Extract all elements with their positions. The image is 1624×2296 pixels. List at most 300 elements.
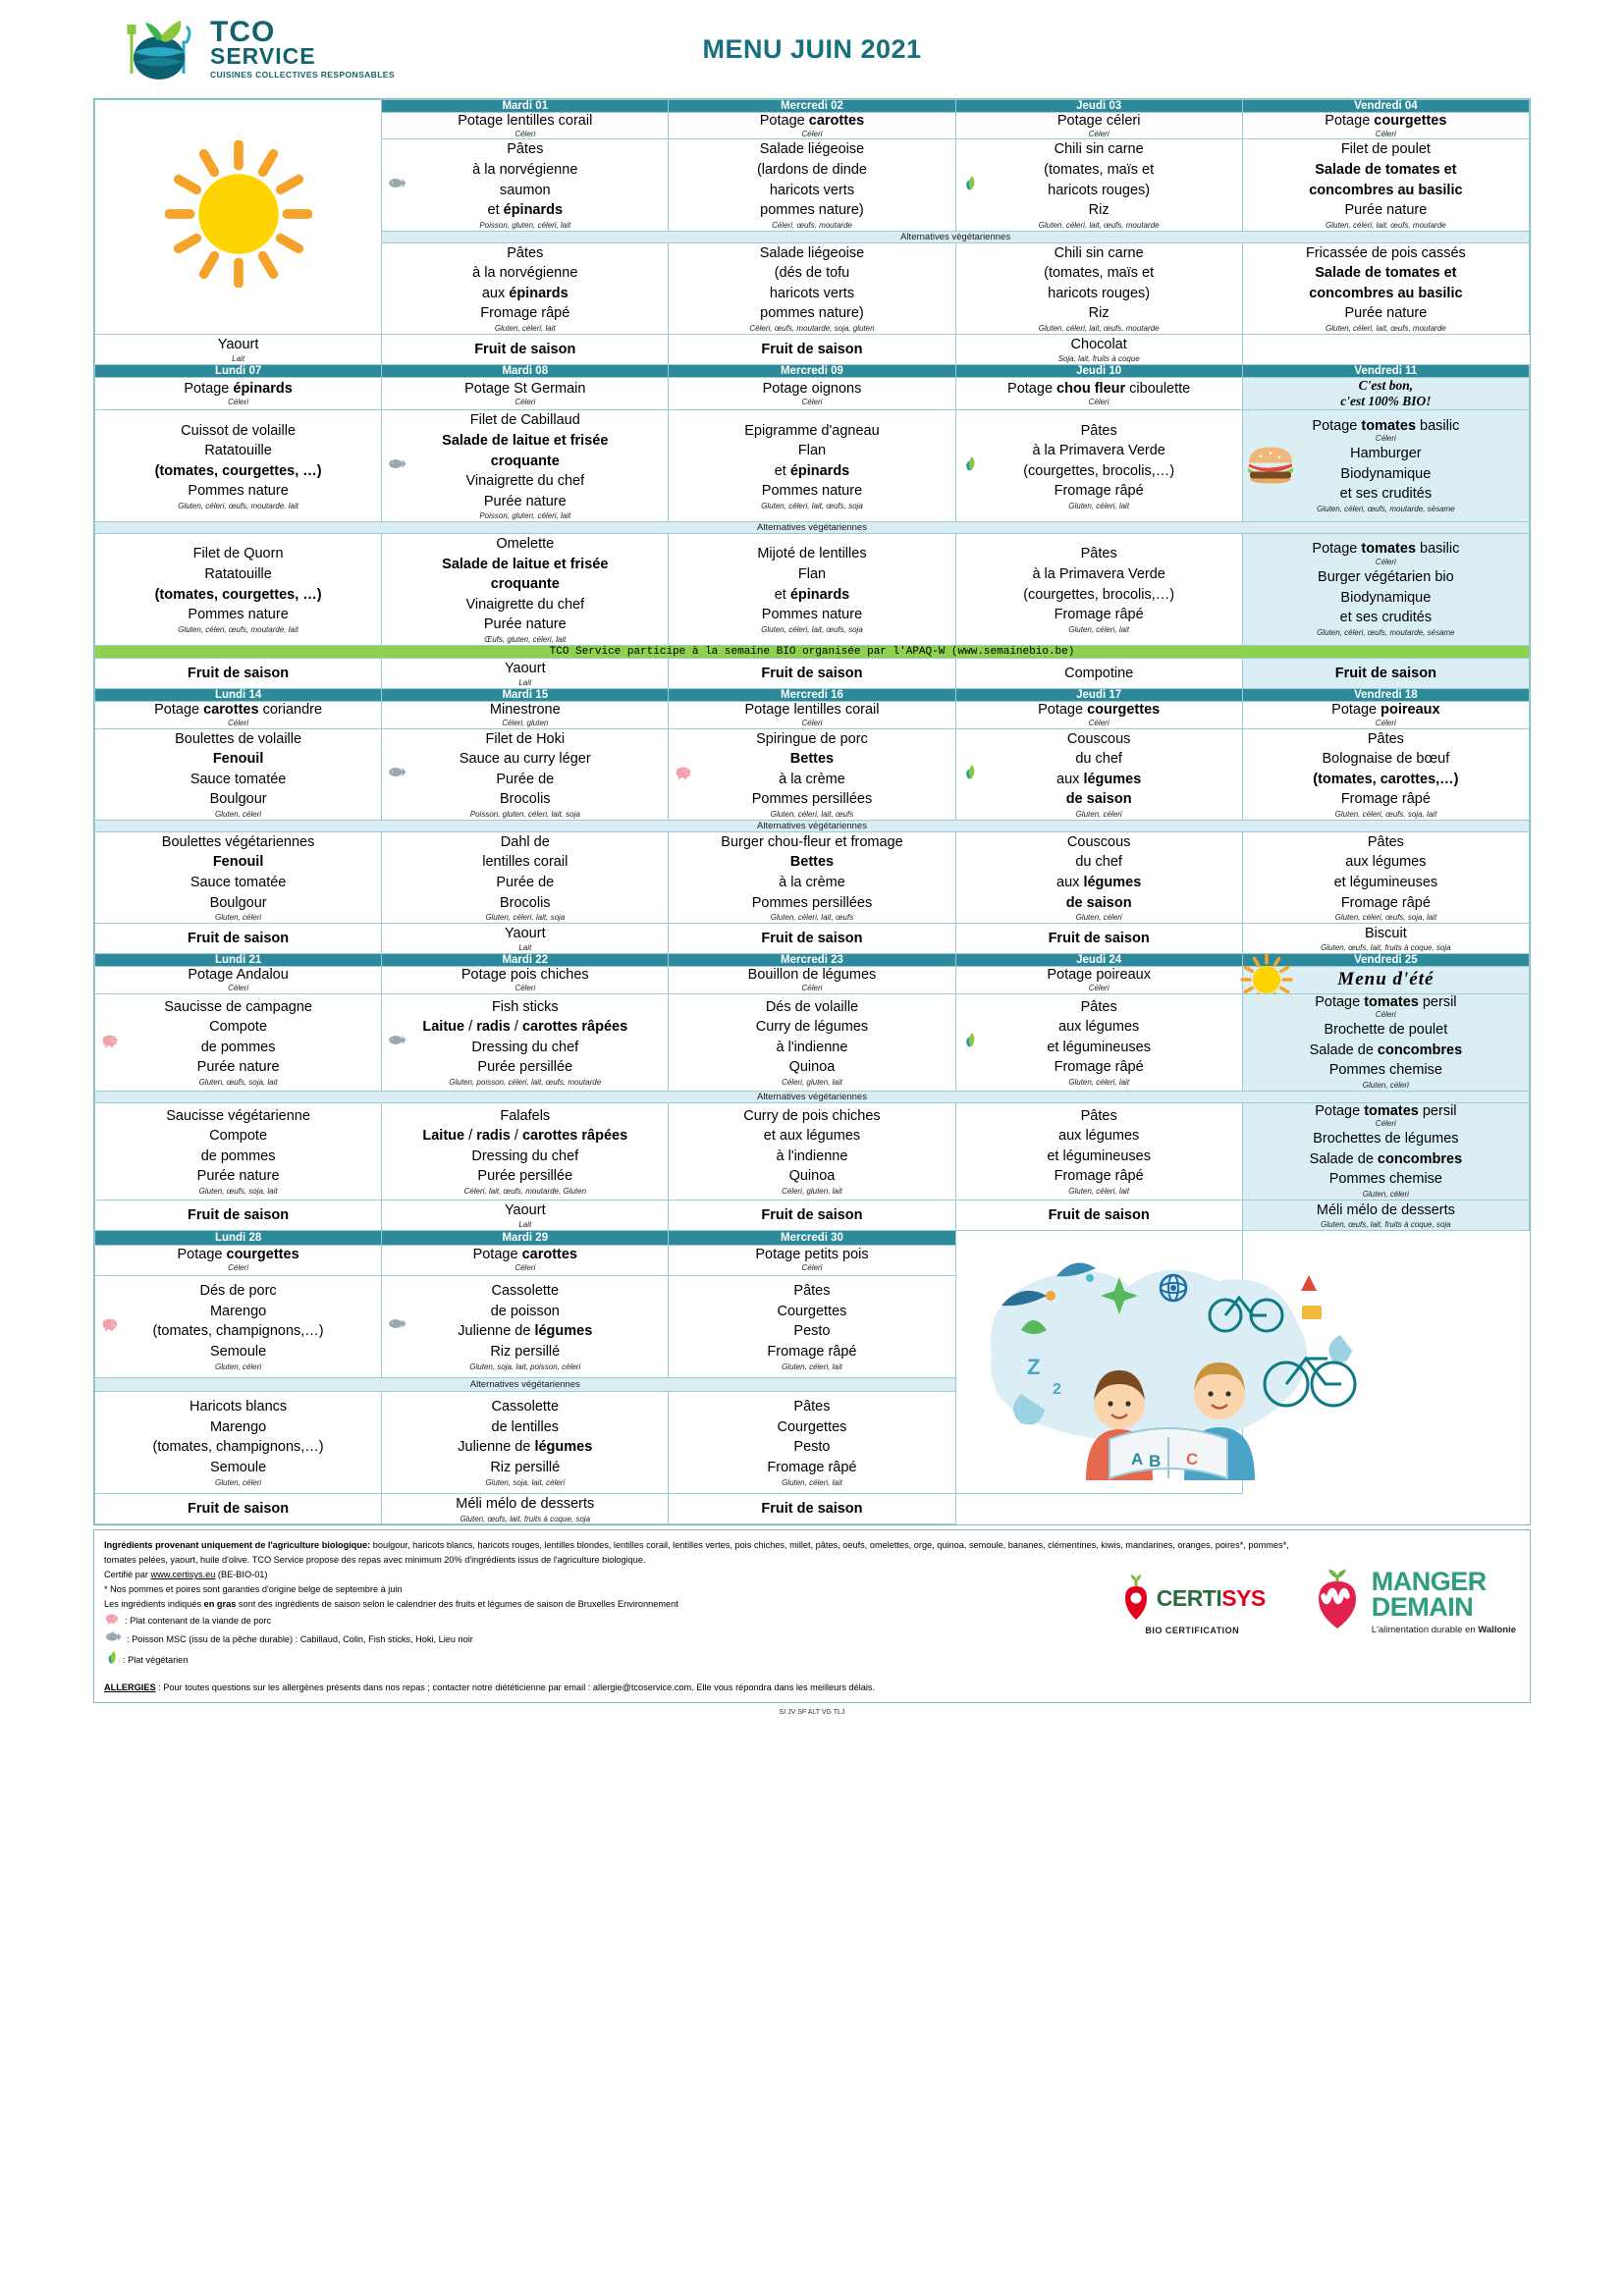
dessert-cell (1242, 923, 1529, 953)
veg-dish-cell (669, 1391, 955, 1494)
soup-cell (669, 967, 955, 993)
bold-note-em: en gras (203, 1599, 237, 1610)
dish-line: Pâtes (793, 1283, 831, 1300)
dish-line: Pommes chemise (1328, 1062, 1442, 1079)
fish-icon (387, 456, 406, 476)
dish-line: à la norvégienne (472, 265, 578, 282)
pork-icon (104, 1612, 120, 1630)
summer-banner-cell: Menu d'été (1242, 967, 1529, 993)
main-dish-cell (669, 410, 955, 522)
veg-band-row (95, 522, 1530, 534)
leaf-icon (961, 763, 977, 785)
dessert-row (95, 923, 1530, 953)
dish-line: pommes nature) (760, 202, 864, 219)
legend-fish-text: : Poisson MSC (issu de la pêche durable) : Cabillaud, Colin, Fish sticks, Hoki, Lieu noir (127, 1634, 473, 1645)
soup-name: Potage tomates basilic (1312, 541, 1460, 558)
pork-icon (100, 1032, 120, 1052)
dessert-cell (669, 658, 955, 688)
certisys-sub1: BIO (1145, 1625, 1163, 1635)
soup-allergens: Céleri (801, 1263, 823, 1273)
day-header-lundi-07: Lundi 07 (95, 365, 382, 378)
dish-line: haricots verts (769, 285, 855, 301)
dish-line: Fricassée de pois cassés (1305, 244, 1466, 261)
dish-allergens: Gluten, céleri (215, 1477, 262, 1487)
dish-line: Vinaigrette du chef (465, 596, 585, 613)
dish-line: Pesto (793, 1323, 831, 1340)
dish-line: Pommes nature (761, 607, 863, 623)
dessert-name: Fruit de saison (761, 341, 863, 357)
dish-line: Fromage râpé (1054, 1059, 1144, 1076)
dish-line: Salade de tomates et (1315, 265, 1457, 282)
soup-name: Minestrone (489, 702, 561, 719)
dish-line: Biodynamique (1340, 465, 1432, 482)
svg-text:A: A (1130, 1450, 1143, 1469)
soup-name: Potage courgettes (1325, 113, 1447, 129)
soup-allergens: Céleri (1375, 1119, 1396, 1129)
dish-line: Fromage râpé (767, 1343, 857, 1360)
svg-text:Z: Z (1026, 1355, 1041, 1380)
dessert-name: Fruit de saison (188, 1206, 290, 1223)
main-dish-cell (955, 728, 1242, 820)
dish-line: Pesto (793, 1439, 831, 1456)
dish-line: de pommes (200, 1039, 276, 1055)
dessert-name: Yaourt (504, 660, 546, 676)
dish-line: Salade de concombres (1309, 1150, 1463, 1167)
day-header-mercredi-23: Mercredi 23 (669, 954, 955, 967)
dish-line: Purée nature (1344, 202, 1428, 219)
dessert-cell (382, 1494, 669, 1524)
dish-line: Purée nature (483, 616, 567, 633)
dessert-name: Fruit de saison (1334, 665, 1436, 681)
dish-line: (tomates, carottes,…) (1313, 771, 1459, 787)
main-dish-cell (95, 728, 382, 820)
fish-icon (104, 1630, 122, 1649)
dish-allergens: Gluten, céleri, œufs, moutarde, sésame (1317, 627, 1455, 637)
fish-icon (387, 176, 406, 195)
bold-note-prefix: Les ingrédients indiqués (104, 1599, 204, 1610)
dish-allergens: Gluten, céleri, lait (1068, 1186, 1130, 1196)
dish-allergens: Gluten, céleri, œufs, moutarde, lait (178, 624, 298, 634)
manger-line1: MANGER (1371, 1567, 1487, 1597)
dish-allergens: Gluten, céleri (215, 1362, 262, 1371)
soup-cell (95, 378, 382, 410)
dish-line: concombres au basilic (1309, 285, 1463, 301)
svg-text:2: 2 (1052, 1381, 1061, 1399)
dish-line: Pâtes (1080, 546, 1117, 562)
main-dish-row (95, 993, 1530, 1091)
soup-allergens: Céleri (801, 129, 823, 138)
soup-allergens: Céleri (228, 718, 249, 727)
dish-allergens: Poisson, gluten, céleri, lait (479, 511, 571, 521)
dish-line: Haricots blancs (189, 1399, 288, 1415)
dish-line: Purée persillée (477, 1059, 573, 1076)
manger-sub-pre: L'alimentation durable en (1371, 1624, 1479, 1635)
veg-alternatives-label: Alternatives végétariennes (382, 231, 1530, 242)
dessert-name: Yaourt (504, 1201, 546, 1218)
dish-line: Fromage râpé (480, 305, 570, 322)
footer-legend (93, 1529, 1531, 1703)
dessert-name: Méli mélo de desserts (1316, 1201, 1455, 1218)
main-dish-cell (382, 728, 669, 820)
dish-allergens: Céleri, œufs, moutarde (772, 220, 852, 230)
soup-row (95, 702, 1530, 728)
main-dish-cell (669, 993, 955, 1091)
leaf-icon (961, 1031, 977, 1053)
soup-name: Potage carottes (472, 1247, 577, 1263)
dish-allergens: Céleri, œufs, moutarde, soja, gluten (749, 323, 875, 333)
bio-banner-cell: C'est bon, c'est 100% BIO! (1242, 378, 1529, 410)
dish-line: Saucisse de campagne (164, 998, 312, 1015)
dessert-cell (382, 334, 669, 364)
dish-line: aux légumes (1058, 1128, 1140, 1145)
dish-line: Marengo (209, 1418, 267, 1435)
veg-alternatives-label: Alternatives végétariennes (95, 1378, 956, 1391)
dessert-name: Chocolat (1070, 336, 1127, 352)
main-dish-cell (669, 139, 955, 231)
dish-line: Boulettes végétariennes (161, 833, 315, 850)
dish-allergens: Gluten, céleri, lait (1068, 502, 1130, 511)
dish-line: Boulettes de volaille (175, 730, 302, 747)
soup-name: Potage St Germain (464, 381, 586, 398)
dish-line: Hamburger (1350, 446, 1422, 462)
dish-line: Purée de (496, 771, 555, 787)
dish-allergens: Céleri, gluten, lait (782, 1077, 842, 1087)
certisys-link[interactable]: www.certisys.eu (150, 1570, 216, 1580)
dish-allergens: Gluten, céleri, lait, œufs, soja (761, 502, 863, 511)
veg-dish-cell (955, 1102, 1242, 1200)
soup-cell (95, 967, 382, 993)
dish-allergens: Gluten, céleri, œufs, soja, lait (1334, 913, 1437, 923)
dessert-name: Compotine (1064, 665, 1134, 681)
day-header-mercredi-30: Mercredi 30 (669, 1231, 955, 1246)
dish-line: Riz (1088, 202, 1110, 219)
day-header-jeudi-24: Jeudi 24 (955, 954, 1242, 967)
dish-line: Salade de tomates et (1315, 162, 1457, 179)
dish-line: Salade de laitue et frisée (442, 433, 609, 450)
dish-allergens: Poisson, gluten, céleri, lait (479, 220, 571, 230)
kids-illustration-cell (955, 1231, 1242, 1494)
soup-allergens: Céleri (228, 397, 249, 406)
dish-line: Laitue / radis / carottes râpées (422, 1019, 628, 1036)
dish-line: de saison (1065, 894, 1132, 911)
dish-allergens: Poisson, gluten, céleri, lait, soja (469, 809, 580, 819)
dish-line: (tomates, courgettes, …) (154, 586, 322, 603)
dish-line: Riz (1088, 305, 1110, 322)
veg-dish-cell (95, 1391, 382, 1494)
dessert-allergens: Gluten, œufs, lait, fruits à coque, soja (1321, 1220, 1451, 1230)
dish-line: et légumineuses (1047, 1039, 1151, 1055)
veg-band-row (95, 820, 1530, 831)
day-header-lundi-28: Lundi 28 (95, 1231, 382, 1246)
soup-name: Potage épinards (184, 381, 293, 398)
dish-allergens: Gluten, céleri (1362, 1080, 1409, 1090)
fish-icon (387, 765, 406, 784)
dish-line: Vinaigrette du chef (465, 473, 585, 490)
dessert-name: Fruit de saison (474, 341, 576, 357)
dish-allergens: Gluten, céleri (1075, 809, 1122, 819)
dish-line: Julienne de légumes (458, 1439, 593, 1456)
dish-allergens: Gluten, céleri, lait (782, 1477, 842, 1487)
main-dish-cell (1242, 728, 1529, 820)
soup-allergens: Céleri, gluten (502, 718, 549, 727)
dish-line: du chef (1075, 751, 1122, 768)
brand-name-line1: TCO (210, 16, 276, 49)
soup-cell (382, 702, 669, 728)
soup-name: Potage lentilles corail (744, 702, 880, 719)
manger-line2: DEMAIN (1371, 1592, 1474, 1623)
dish-allergens: Gluten, céleri, lait, soja (485, 913, 566, 923)
soup-allergens: Céleri (1375, 718, 1396, 727)
veg-dish-cell (382, 831, 669, 923)
dish-allergens: Gluten, céleri, lait (494, 323, 556, 333)
soup-cell (382, 967, 669, 993)
dish-line: Fish sticks (491, 998, 559, 1015)
dish-line: Pâtes (1367, 833, 1404, 850)
dish-line: Omelette (496, 536, 555, 553)
dish-line: de saison (1065, 791, 1132, 808)
burger-icon (1245, 443, 1296, 489)
leaf-icon (104, 1650, 118, 1671)
soup-name: Bouillon de légumes (747, 967, 877, 984)
brand-name-line2: SERVICE (210, 42, 316, 69)
soup-allergens: Céleri (1088, 718, 1110, 727)
dessert-name: Fruit de saison (761, 665, 863, 681)
manger-sub (1372, 1625, 1516, 1635)
dish-line: à la Primavera Verde (1032, 443, 1165, 459)
soup-name: Potage poireaux (1047, 967, 1151, 984)
dish-line: Filet de Quorn (192, 546, 284, 562)
dish-line: Purée nature (196, 1168, 280, 1185)
allergies-text: : Pour toutes questions sur les allergènes présents dans nos repas ; contacter notre diététicienne par email : allergie@tcoservice.com. Elle vous répondra dans les meilleurs délais. (155, 1682, 876, 1693)
pork-icon (674, 764, 693, 784)
day-header-mardi-15: Mardi 15 (382, 689, 669, 702)
dish-line: Pommes nature (188, 607, 289, 623)
day-header-jeudi-17: Jeudi 17 (955, 689, 1242, 702)
dish-line: Courgettes (777, 1303, 847, 1319)
soup-name: Potage oignons (762, 381, 862, 398)
soup-allergens: Céleri (514, 397, 536, 406)
soup-cell (1242, 113, 1529, 139)
dish-line: Curry de légumes (755, 1019, 869, 1036)
veg-dish-cell (1242, 242, 1529, 334)
dessert-name: Fruit de saison (188, 1500, 290, 1517)
dish-line: aux légumes (1056, 771, 1142, 787)
dessert-cell (95, 334, 382, 364)
veg-band-row (95, 1091, 1530, 1102)
soup-allergens: Céleri (514, 983, 536, 992)
dish-allergens: Gluten, céleri, lait (1068, 624, 1130, 634)
certified-prefix: Certifié par (104, 1570, 151, 1580)
dish-allergens: Gluten, céleri (1075, 913, 1122, 923)
pork-icon (100, 1316, 120, 1337)
dessert-name: Fruit de saison (761, 1206, 863, 1223)
dish-allergens: Gluten, céleri, œufs, moutarde, sésame (1317, 504, 1455, 513)
day-header-row (95, 365, 1530, 378)
dessert-name: Biscuit (1365, 925, 1407, 941)
bio-week-banner-row (95, 645, 1530, 658)
main-dish-cell (1242, 993, 1529, 1091)
main-dish-cell (955, 993, 1242, 1091)
dish-line: Dahl de (500, 833, 550, 850)
dish-line: Salade de concombres (1309, 1041, 1463, 1058)
leaf-icon (961, 174, 977, 196)
dish-line: Pommes persillées (751, 894, 873, 911)
day-header-vendredi-25: Vendredi 25 (1242, 954, 1529, 967)
bold-note-suffix: sont des ingrédients de saison selon le calendrier des fruits et légumes de saison de Bruxelles Environnement (236, 1599, 678, 1610)
dish-line: Boulgour (209, 791, 267, 808)
dessert-cell (1242, 658, 1529, 688)
dish-line: Brocolis (499, 791, 551, 808)
dish-line: Fromage râpé (1054, 607, 1144, 623)
svg-text:C: C (1185, 1450, 1198, 1469)
day-header-row (95, 100, 1530, 113)
dessert-name: Fruit de saison (188, 665, 290, 681)
dessert-name: Yaourt (504, 925, 546, 941)
dish-line: du chef (1075, 854, 1122, 871)
veg-dish-cell (669, 242, 955, 334)
dish-line: Curry de pois chiches (743, 1107, 881, 1124)
main-dish-row (95, 410, 1530, 522)
veg-dish-row (95, 534, 1530, 646)
dish-allergens: Œufs, gluten, céleri, lait (484, 635, 567, 645)
veg-dish-cell (95, 1102, 382, 1200)
main-dish-cell (1242, 410, 1529, 522)
day-header-mardi-29: Mardi 29 (382, 1231, 669, 1246)
dish-line: à la crème (779, 771, 845, 787)
dish-line: Pommes nature (188, 483, 289, 500)
dessert-cell (95, 1494, 382, 1524)
dish-line: Cuissot de volaille (181, 422, 297, 439)
dessert-allergens: Gluten, œufs, lait, fruits à coque, soja (460, 1514, 591, 1523)
veg-dish-cell (95, 534, 382, 646)
dessert-cell (955, 1200, 1242, 1230)
footer-bio-label: Ingrédients provenant uniquement de l'agriculture biologique: (104, 1540, 371, 1551)
day-header-mercredi-09: Mercredi 09 (669, 365, 955, 378)
day-header-jeudi-03: Jeudi 03 (955, 100, 1242, 113)
dish-allergens: Gluten, céleri, lait, œufs (770, 913, 854, 923)
dish-allergens: Gluten, soja, lait, poisson, céleri (469, 1362, 581, 1371)
dish-line: pommes nature) (760, 305, 864, 322)
dish-line: Compote (209, 1128, 268, 1145)
dish-line: et épinards (774, 462, 850, 479)
dish-line: Purée persillée (477, 1168, 573, 1185)
dish-line: Marengo (209, 1303, 267, 1319)
dish-line: (tomates, champignons,…) (152, 1439, 324, 1456)
dish-line: Pâtes (1080, 998, 1117, 1015)
svg-text:B: B (1148, 1452, 1161, 1471)
footer-bio-text: boulgour, haricots blancs, haricots rouges, lentilles blondes, lentilles corail, lentilles vertes, pois chiches, millet, pâtes, oeufs, omelettes, orge, quinoa, semoule, bananes, clémentines, kiwis, mandarines, oranges, poires*, pommes*, (370, 1540, 1289, 1551)
dish-allergens: Gluten, céleri, lait (1068, 1077, 1130, 1087)
day-header-vendredi-11: Vendredi 11 (1242, 365, 1529, 378)
main-dish-cell (1242, 139, 1529, 231)
soup-cell (669, 113, 955, 139)
dish-line: Brochettes de légumes (1313, 1131, 1459, 1148)
soup-allergens: Céleri (1375, 558, 1396, 567)
soup-allergens: Céleri (228, 983, 249, 992)
dish-line: Sauce au curry léger (459, 751, 591, 768)
dish-line: à l'indienne (776, 1039, 848, 1055)
dish-allergens: Céleri, gluten, lait (782, 1186, 842, 1196)
soup-allergens: Céleri (801, 718, 823, 727)
allergies-label: ALLERGIES (104, 1682, 156, 1693)
dish-line: Chili sin carne (1054, 141, 1144, 158)
brand-tagline: CUISINES COLLECTIVES RESPONSABLES (210, 69, 395, 80)
soup-allergens: Céleri (1375, 129, 1396, 138)
footer-bio-line2: tomates pelées, yaourt, huile d'olive. TCO Service propose des repas avec minimum 20% d'ingrédients issus de l'agriculture biologique. (104, 1555, 646, 1566)
page-code: SI JV SF ALT VG TLJ (779, 1709, 845, 1717)
dish-line: Chili sin carne (1054, 244, 1144, 261)
dessert-allergens: Gluten, œufs, lait, fruits à coque, soja (1321, 943, 1451, 953)
main-dish-cell (95, 1275, 382, 1378)
dessert-name: Méli mélo de desserts (456, 1496, 595, 1513)
dish-line: haricots rouges) (1048, 285, 1151, 301)
dish-line: à l'indienne (776, 1148, 848, 1164)
dessert-row (95, 1200, 1530, 1230)
soup-name: Potage carottes (759, 113, 865, 129)
dish-line: de pommes (200, 1148, 276, 1164)
veg-dish-cell (669, 1102, 955, 1200)
soup-name: Potage petits pois (755, 1247, 869, 1263)
certisys-sub2: CERTIFICATION (1164, 1625, 1240, 1635)
dish-line: Bettes (789, 751, 835, 768)
soup-cell (955, 967, 1242, 993)
dish-line: Fromage râpé (1054, 1168, 1144, 1185)
soup-name: Potage pois chiches (460, 967, 589, 984)
dish-line: Julienne de légumes (458, 1323, 593, 1340)
dish-line: et légumineuses (1047, 1148, 1151, 1164)
dessert-cell (955, 923, 1242, 953)
dish-line: concombres au basilic (1309, 182, 1463, 198)
dish-allergens: Gluten, céleri (215, 809, 262, 819)
soup-name: Potage carottes coriandre (154, 702, 323, 719)
day-header-vendredi-04: Vendredi 04 (1242, 100, 1529, 113)
footer-bio-line (104, 1538, 1520, 1553)
dish-line: Couscous (1066, 833, 1131, 850)
soup-cell (1242, 702, 1529, 728)
dish-line: Filet de Hoki (485, 730, 566, 747)
dish-allergens: Gluten, céleri (1362, 1189, 1409, 1199)
dish-line: Compote (209, 1019, 268, 1036)
dish-line: Dés de volaille (765, 998, 859, 1015)
soup-allergens: Céleri (228, 1263, 249, 1273)
soup-allergens: Céleri (514, 129, 536, 138)
veg-dish-cell (382, 242, 669, 334)
dessert-cell (382, 1200, 669, 1230)
dish-line: Riz persillé (490, 1459, 561, 1475)
veg-dish-cell (382, 1391, 669, 1494)
dish-line: (courgettes, brocolis,…) (1023, 462, 1175, 479)
dish-allergens: Gluten, céleri, lait, œufs, moutarde (1326, 323, 1446, 333)
soup-allergens: Céleri (514, 1263, 536, 1273)
dish-line: Semoule (209, 1343, 267, 1360)
dessert-allergens: Lait (518, 943, 532, 953)
dish-line: Fromage râpé (767, 1459, 857, 1475)
soup-cell (955, 702, 1242, 728)
dessert-allergens: Soja, lait, fruits à coque (1057, 354, 1140, 364)
veg-dish-cell (1242, 1102, 1529, 1200)
veg-dish-cell (1242, 831, 1529, 923)
dessert-row (95, 334, 1530, 364)
day-header-row (95, 1231, 1530, 1246)
main-dish-cell (955, 410, 1242, 522)
dish-line: à la norvégienne (472, 162, 578, 179)
soup-name: Potage tomates persil (1315, 993, 1457, 1010)
manger-demain-logo (1311, 1567, 1516, 1635)
dessert-row (95, 658, 1530, 688)
dish-line: saumon (499, 182, 551, 198)
soup-name: Potage tomates persil (1315, 1102, 1457, 1119)
dessert-cell (95, 1200, 382, 1230)
